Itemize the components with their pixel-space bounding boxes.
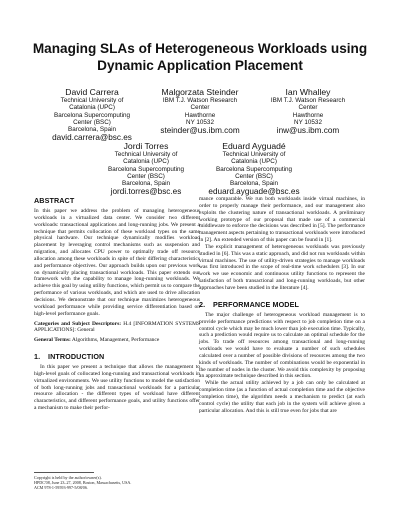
author-affiliation: Technical University of [222,151,286,158]
author-block [96,141,196,197]
author-email: jordi.torres@bsc.es [110,187,182,197]
author-email: eduard.ayguade@bsc.es [208,187,300,197]
author-email: inw@us.ibm.com [276,126,340,136]
general-terms-label: General Terms: [34,337,71,344]
section-title: INTRODUCTION [48,352,105,362]
author-affiliation: Catalonia (UPC) [69,104,115,112]
abstract-heading: ABSTRACT [34,196,75,205]
author-block [150,87,250,136]
author-email: david.carrera@bsc.es [52,133,132,143]
author-email: steinder@us.ibm.com [160,126,240,136]
author-affiliation: Center [190,104,210,112]
categories-label: Categories and Subject Descriptors: [34,320,122,327]
author-block [258,87,358,136]
author-name: David Carrera [65,87,119,97]
paper-title [20,40,380,74]
body-paragraph: While the actual utility achieved by a job can only be calculated at completion time (as a function of actual completion time and the objective completion time), the algorithm needs a mechanism to predict (at each control cycle) the utility that each job in the system will achieve given a particular allocation. And this is still true even for jobs that are [199,380,365,414]
title-line-1: Managing SLAs of Heterogeneous Workloads using [32,41,368,56]
section-number: 1. [34,352,41,362]
copyright-notice [34,472,200,490]
body-paragraph: The major challenge of heterogeneous workload management is to provide performance predictions with respect to job completion time on a control cycle which may be much lower than job execution time. Typically, such a prediction would require us to calculate an optimal schedule for the jobs. To trade off resources among transactional and long-running workloads we would have to evaluate a number of such schedules calculated over a number of possible divisions of resources among the two kinds of workloads. The number of combinations would be exponential in the number of nodes in the cluster. We avoid this complexity by proposing an approximate technique described in this section. [199,311,365,380]
section-heading-performance-model [199,300,365,309]
left-column [34,196,200,412]
author-affiliation: Barcelona Supercomputing [216,165,292,173]
author-affiliation: Center [298,104,318,112]
author-affiliation: Technical University of [60,97,124,104]
copyright-line: HPDC'08, June 23–27, 2008, Boston, Massachusetts, USA. [34,480,132,486]
copyright-line: Copyright is held by the author/owner(s). [34,475,102,480]
author-affiliation: Barcelona, Spain [230,180,278,188]
introduction-text: In this paper we present a technique that allows the management to high-level goals of collocated long-running and transactional workloads in virtualized environments. We use utility functions to model the satisfaction of both long-running jobs and transactional workloads for a particular resource allocation - the different types of workload have different characteristics, and different performance goals, and utility functions offer a mechanism to make their perfor- [34,364,200,412]
author-affiliation: Barcelona Supercomputing [108,165,184,173]
author-name: Eduard Ayguadé [222,141,286,151]
author-affiliation: IBM T.J. Watson Research [162,97,238,104]
author-block [42,87,142,143]
section-title: PERFORMANCE MODEL [213,299,299,309]
author-affiliation: Hawthorne [184,111,216,119]
author-affiliation: Technical University of [114,151,178,158]
author-affiliation: IBM T.J. Watson Research [270,97,346,104]
general-terms-text: Algorithms, Management, Performance [71,337,160,344]
abstract-text: In this paper we address the problem of managing heterogeneous workloads in a virtualized data center. We consider two different workloads: transactional applications and long-running jobs. We present a technique that permits collocation of these workload types on the same physical hardware. Our technique dynamically modifies workload placement by leveraging control mechanisms such as suspension and migration, and allocates CPU power to optimally trade off resource allocation among these workloads in spite of their differing characteristics and performance objectives. Our approach builds upon our previous work on dynamically placing transactional workloads. This paper extends our framework with the capability to manage long-running workloads. We achieve this goal by using utility functions, which permit us to compare the performance of various workloads, and which are used to drive allocation decisions. We demonstrate that our technique maximizes heterogeneous workload performance while providing service differentiation based on high-level performance goals. [34,208,200,317]
author-name: Malgorzata Steinder [161,87,239,97]
right-column [199,196,365,414]
author-affiliation: Hawthorne [292,111,324,119]
title-line-2: Dynamic Application Placement [97,58,303,73]
body-paragraph: mance comparable. We run both workloads inside virtual machines, in order to properly manage their performance, and our management also exploits the clustering nature of transactional workloads. A preliminary working prototype of our proposal that made use of a commercial middleware to enforce the decisions was described in [5]. The performance management aspects pertaining to transactional workloads were introduced in [2]. An extended version of this paper can be found in [1]. [199,196,365,244]
categories-text: H.4 [INFORMATION SYSTEMS APPLICATIONS]: General [34,320,201,334]
author-name: Jordi Torres [123,141,169,151]
footnote-rule [34,472,94,473]
section-heading-introduction [34,352,200,361]
author-affiliation: NY 10532 [186,118,214,126]
author-affiliation: Barcelona, Spain [122,180,170,188]
author-affiliation: Center (BSC) [235,172,273,180]
author-block [204,141,304,197]
author-name: Ian Whalley [285,87,331,97]
copyright-line: ACM 978-1-59593-997-5/08/06. [34,485,88,491]
author-affiliation: Catalonia (UPC) [231,158,277,166]
body-paragraph: The explicit management of heterogeneous workloads was previously studied in [6]. This was a static approach, and did not run workloads within virtual machines. The use of utility-driven strategies to manage workloads was first introduced in the scope of real-time work schedulers [3]. In our work we use economic and continuous utility functions to represent the satisfaction of both transactional and long-running workloads, but other approaches have been studied in the literature [4]. [199,243,365,291]
author-affiliation: Catalonia (UPC) [123,158,169,166]
section-number: 2. [199,299,206,309]
general-terms-line [34,337,200,344]
author-affiliation: NY 10532 [294,118,322,126]
author-affiliation: Center (BSC) [127,172,165,180]
author-affiliation: Barcelona, Spain [68,126,116,134]
author-affiliation: Center (BSC) [73,118,111,126]
author-affiliation: Barcelona Supercomputing [54,111,130,119]
categories-line [34,321,200,335]
